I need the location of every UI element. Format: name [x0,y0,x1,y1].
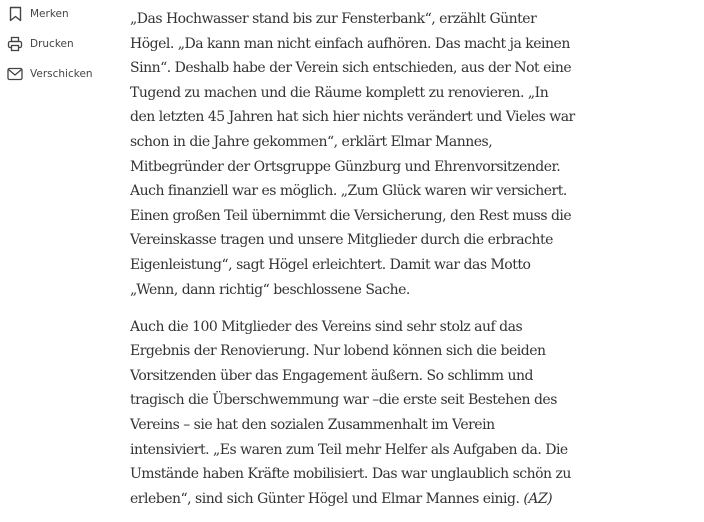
text-line: Einen großen Teil übernimmt die Versicherung, den Rest muss die [130,207,572,224]
text-line: Vorsitzenden über das Engagement äußern. So schlimm und [130,367,533,384]
text-line: Umstände haben Kräfte mobilisiert. Das war unglaublich schön zu [130,466,571,483]
article-paragraph [130,315,600,512]
printer-icon [7,35,23,53]
print-label: Drucken [30,38,74,50]
text-line: „Wenn, dann richtig“ beschlossene Sache. [130,281,410,298]
text-line: Auch die 100 Mitglieder des Vereins sind sehr stolz auf das [130,318,523,335]
text-line: schon in die Jahre gekommen“, erklärt Elmar Mannes, [130,133,493,150]
text-line: Ergebnis der Renovierung. Nur lobend können sich die beiden [130,343,546,360]
text-line: Auch finanziell war es möglich. „Zum Glück waren wir versichert. [130,183,567,200]
share-email-button[interactable] [7,64,117,84]
article-paragraph [130,7,600,302]
text-line: Vereinskasse tragen und unsere Mitglieder durch die erbrachte [130,232,553,249]
text-line: Högel. „Da kann man nicht einfach aufhören. Das macht ja keinen [130,35,570,52]
text-line: tragisch die Überschwemmung war –die erste seit Bestehen des [130,392,557,409]
text-line: Tugend zu machen und die Räume komplett zu renovieren. „In [130,84,549,101]
article-body [130,7,600,511]
bookmark-button[interactable] [7,4,117,24]
source-credit: (AZ) [523,490,553,507]
text-line [130,487,600,512]
bookmark-icon [7,5,23,23]
print-button[interactable] [7,34,117,54]
text-line: Mitbegründer der Ortsgruppe Günzburg und Ehrenvorsitzender. [130,158,561,175]
share-email-label: Verschicken [30,68,93,80]
article-actions [7,4,117,94]
text-line: Eigenleistung“, sagt Högel erleichtert. Damit war das Motto [130,256,531,273]
text-line: Vereins – sie hat den sozialen Zusammenhalt im Verein [130,417,495,433]
last-line-text: erleben“, sind sich Günter Högel und Elmar Mannes einig. [130,490,520,507]
bookmark-label: Merken [30,8,69,20]
text-line: intensiviert. „Es waren zum Teil mehr Helfer als Aufgaben da. Die [130,441,568,458]
text-line: den letzten 45 Jahren hat sich hier nichts verändert und Vieles war [130,109,575,126]
envelope-icon [7,65,23,83]
text-line: Sinn“. Deshalb habe der Verein sich entschieden, aus der Not eine [130,60,572,77]
text-line: „Das Hochwasser stand bis zur Fensterbank“, erzählt Günter [130,11,537,27]
